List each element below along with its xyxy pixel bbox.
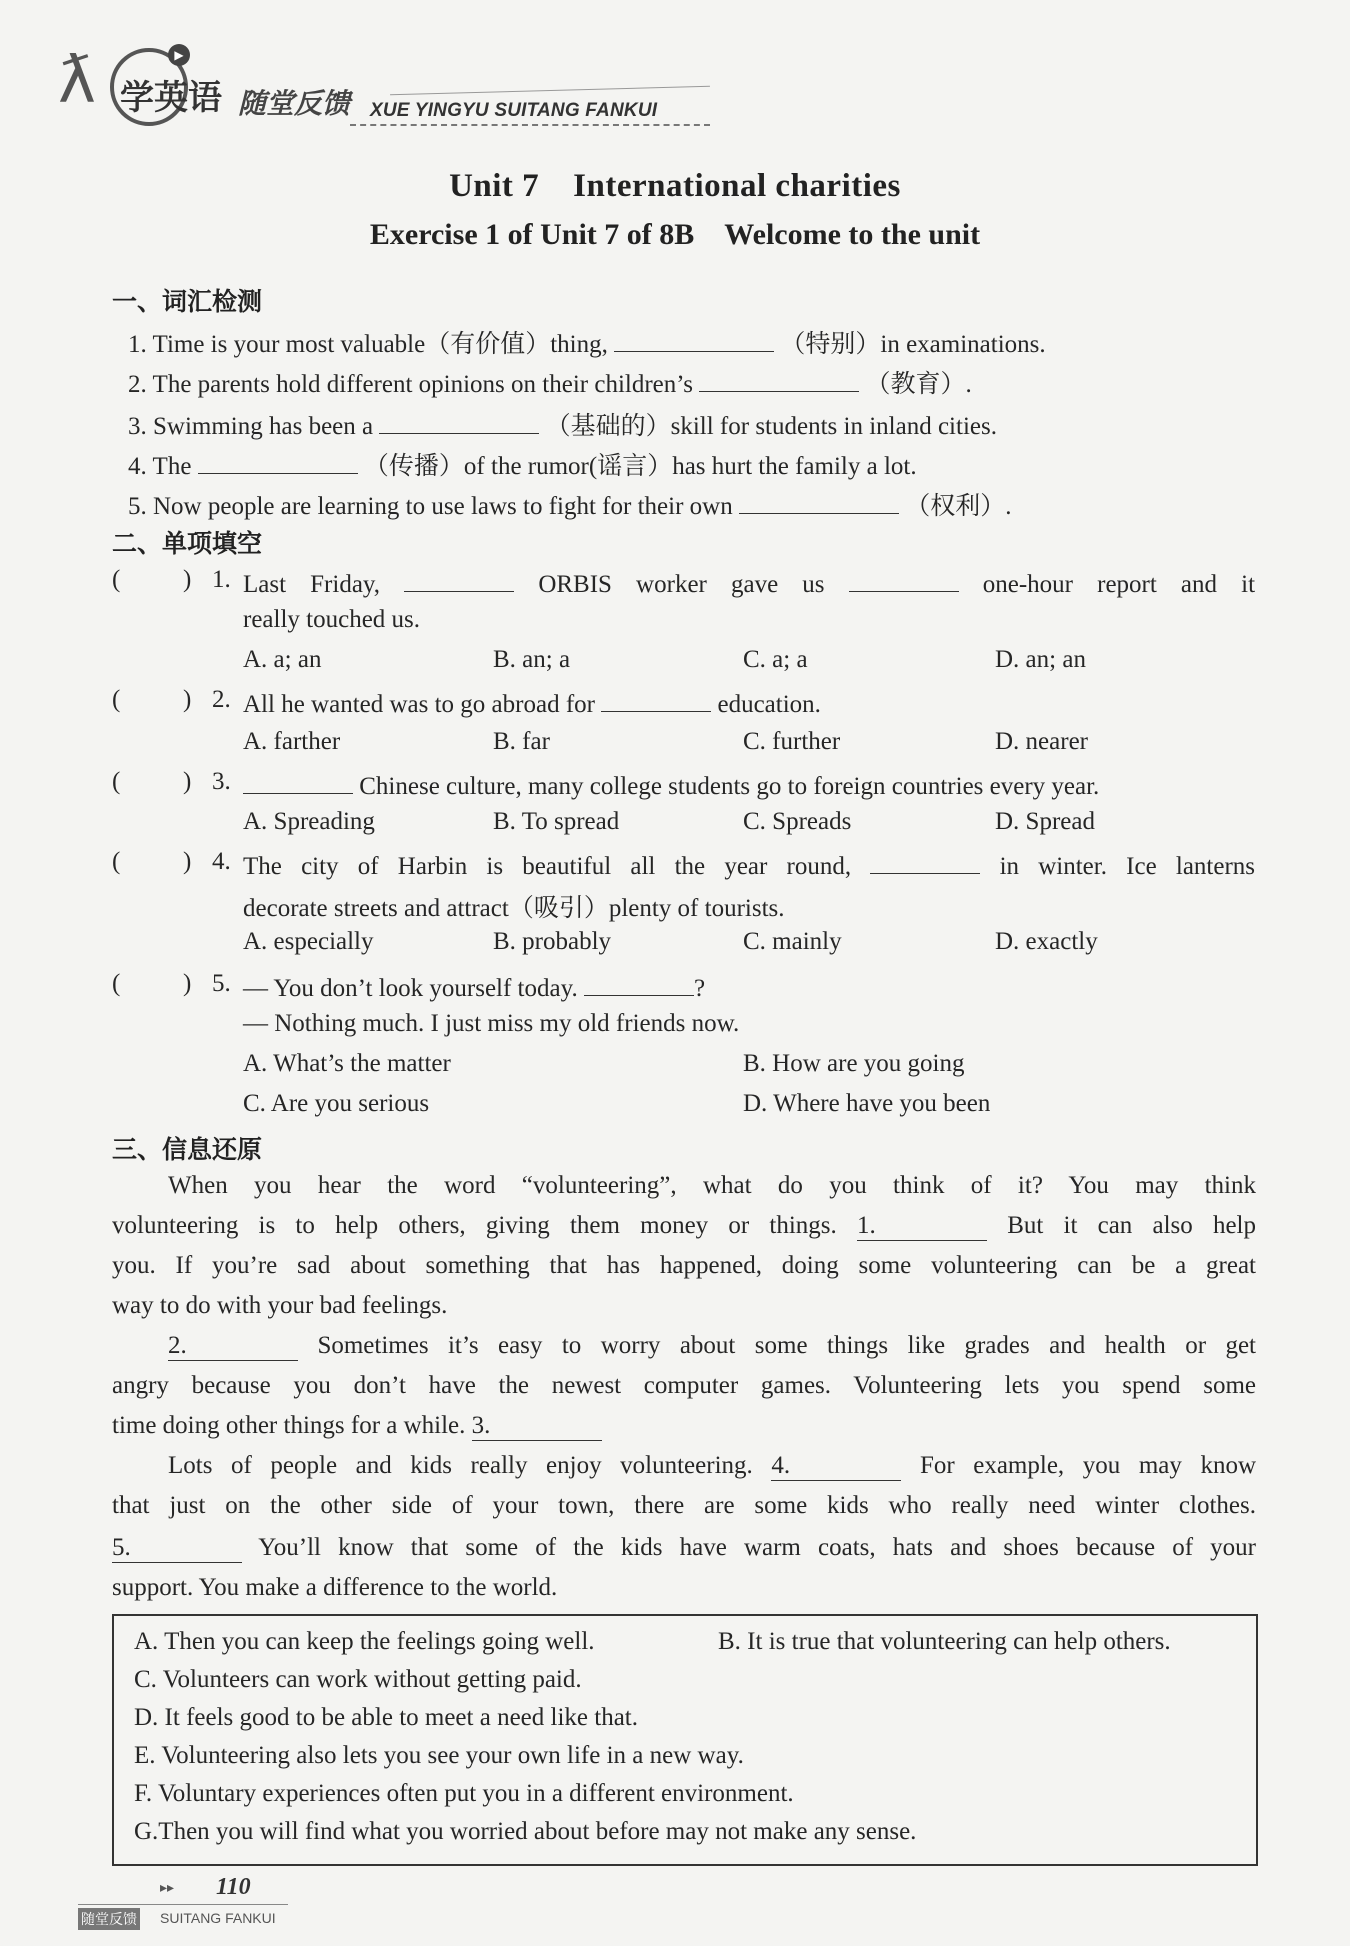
- arrow-icon: ▸▸: [160, 1880, 175, 1896]
- section-heading-vocab: 一、词汇检测: [112, 287, 263, 316]
- option[interactable]: C. a; a: [743, 646, 808, 673]
- answer-paren-close[interactable]: ): [183, 970, 192, 997]
- answer-blank[interactable]: [870, 848, 980, 874]
- section-heading-reading: 三、信息还原: [112, 1135, 263, 1164]
- brand-chinese: 学英语: [120, 78, 222, 118]
- passage-line: time doing other things for a while. 3.: [112, 1412, 602, 1441]
- sentence-option[interactable]: F. Voluntary experiences often put you in a different environment.: [134, 1780, 794, 1807]
- question-text: — You don’t look yourself today. ?: [243, 970, 705, 1003]
- option[interactable]: B. probably: [493, 928, 612, 955]
- option[interactable]: B. far: [493, 728, 550, 755]
- options-box: [112, 1614, 1258, 1866]
- brand-english: XUE YINGYU SUITANG FANKUI: [370, 100, 658, 121]
- unit-name: International charities: [573, 168, 901, 204]
- unit-title: [0, 168, 1350, 205]
- answer-blank[interactable]: 2.: [168, 1332, 298, 1361]
- vocab-item: 1. Time is your most valuable（有价值）thing, （特别）in examinations.: [128, 324, 1046, 360]
- question-continuation: really touched us.: [243, 606, 421, 633]
- answer-paren-close[interactable]: ): [183, 768, 192, 795]
- sentence-option[interactable]: E. Volunteering also lets you see your own life in a new way.: [134, 1742, 744, 1769]
- answer-blank[interactable]: 5.: [112, 1534, 242, 1563]
- sentence-option[interactable]: C. Volunteers can work without getting paid.: [134, 1666, 582, 1693]
- answer-blank[interactable]: [198, 448, 358, 474]
- question-continuation: decorate streets and attract（吸引）plenty of tourists.: [243, 895, 785, 922]
- answer-paren-close[interactable]: ): [183, 848, 192, 875]
- question-number: 1.: [212, 566, 231, 593]
- answer-paren-close[interactable]: ): [183, 566, 192, 593]
- option[interactable]: D. Where have you been: [743, 1090, 991, 1117]
- option[interactable]: C. mainly: [743, 928, 842, 955]
- option[interactable]: D. an; an: [995, 646, 1086, 673]
- answer-blank[interactable]: [699, 366, 859, 392]
- runner-icon: ƛ: [58, 44, 96, 118]
- brand-dashed-rule: [350, 124, 710, 126]
- passage-line: angry because you don’t have the newest computer games. Volunteering lets you spend some: [112, 1372, 1256, 1399]
- answer-blank[interactable]: [739, 488, 899, 514]
- vocab-item: 5. Now people are learning to use laws to fight for their own （权利）.: [128, 486, 1011, 522]
- brand-chinese-sub: 随堂反馈: [238, 87, 351, 120]
- option[interactable]: B. How are you going: [743, 1050, 965, 1077]
- passage-line: way to do with your bad feelings.: [112, 1292, 448, 1319]
- passage-line: 2. Sometimes it’s easy to worry about some things like grades and health or get: [168, 1332, 1256, 1359]
- answer-blank[interactable]: [584, 970, 694, 996]
- question-text: All he wanted was to go abroad for education.: [243, 686, 821, 719]
- answer-blank[interactable]: [379, 408, 539, 434]
- unit-number: Unit 7: [449, 168, 540, 204]
- page-number: 110: [216, 1874, 251, 1900]
- sentence-option[interactable]: A. Then you can keep the feelings going well.: [134, 1628, 595, 1655]
- footer-brand-cn: 随堂反馈: [78, 1908, 140, 1930]
- page-footer: [78, 1874, 288, 1930]
- option[interactable]: A. a; an: [243, 646, 322, 673]
- passage-line: When you hear the word “volunteering”, what do you think of it? You may think: [168, 1172, 1256, 1199]
- option[interactable]: A. Spreading: [243, 808, 375, 835]
- passage-line: you. If you’re sad about something that has happened, doing some volunteering can be a great: [112, 1252, 1256, 1279]
- question-text: The city of Harbin is beautiful all the year round, in winter. Ice lanterns: [243, 848, 1255, 881]
- exercise-number: Exercise 1 of Unit 7 of 8B: [369, 218, 695, 251]
- question-continuation: — Nothing much. I just miss my old friends now.: [243, 1010, 740, 1037]
- passage-line: that just on the other side of your town, there are some kids who really need winter clothes.: [112, 1492, 1256, 1519]
- answer-blank[interactable]: [601, 686, 711, 712]
- answer-paren-open[interactable]: (: [112, 566, 121, 593]
- option[interactable]: A. What’s the matter: [243, 1050, 451, 1077]
- passage-line: volunteering is to help others, giving them money or things. 1. But it can also help: [112, 1212, 1257, 1239]
- question-text: Chinese culture, many college students go to foreign countries every year.: [243, 768, 1099, 801]
- question-text: Last Friday, ORBIS worker gave us one-hour report and it: [243, 566, 1255, 599]
- vocab-item: 3. Swimming has been a （基础的）skill for students in inland cities.: [128, 406, 997, 442]
- question-number: 2.: [212, 686, 231, 713]
- exercise-title: [0, 218, 1350, 252]
- option[interactable]: A. farther: [243, 728, 341, 755]
- answer-blank[interactable]: [243, 768, 353, 794]
- option[interactable]: C. further: [743, 728, 841, 755]
- header-logo: [50, 38, 670, 138]
- exercise-name: Welcome to the unit: [724, 218, 981, 251]
- option[interactable]: A. especially: [243, 928, 374, 955]
- option[interactable]: C. Are you serious: [243, 1090, 430, 1117]
- question-number: 3.: [212, 768, 231, 795]
- option[interactable]: B. To spread: [493, 808, 620, 835]
- answer-paren-open[interactable]: (: [112, 848, 121, 875]
- question-number: 4.: [212, 848, 231, 875]
- option[interactable]: D. exactly: [995, 928, 1098, 955]
- question-number: 5.: [212, 970, 231, 997]
- answer-paren-open[interactable]: (: [112, 768, 121, 795]
- option[interactable]: D. nearer: [995, 728, 1088, 755]
- answer-blank[interactable]: 4.: [771, 1452, 901, 1481]
- passage-line: 5. You’ll know that some of the kids have warm coats, hats and shoes because of your: [112, 1534, 1257, 1561]
- answer-blank[interactable]: [849, 566, 959, 592]
- sentence-option[interactable]: D. It feels good to be able to meet a need like that.: [134, 1704, 638, 1731]
- option[interactable]: B. an; a: [493, 646, 571, 673]
- sentence-option[interactable]: B. It is true that volunteering can help others.: [718, 1628, 1171, 1655]
- answer-paren-open[interactable]: (: [112, 970, 121, 997]
- footer-rule: [78, 1904, 288, 1905]
- answer-paren-open[interactable]: (: [112, 686, 121, 713]
- brand-rule: [390, 86, 710, 95]
- passage-line: Lots of people and kids really enjoy volunteering. 4. For example, you may know: [168, 1452, 1256, 1479]
- vocab-item: 2. The parents hold different opinions on their children’s （教育）.: [128, 364, 972, 400]
- answer-blank[interactable]: [404, 566, 514, 592]
- answer-blank[interactable]: 3.: [472, 1412, 602, 1441]
- section-heading-choice: 二、单项填空: [112, 529, 263, 558]
- vocab-item: 4. The （传播）of the rumor(谣言）has hurt the family a lot.: [128, 446, 917, 482]
- passage-line: support. You make a difference to the world.: [112, 1574, 558, 1601]
- answer-blank[interactable]: 1.: [857, 1212, 987, 1241]
- answer-paren-close[interactable]: ): [183, 686, 192, 713]
- option[interactable]: D. Spread: [995, 808, 1095, 835]
- sentence-option[interactable]: G.Then you will find what you worried about before may not make any sense.: [134, 1818, 917, 1845]
- footer-brand-en: SUITANG FANKUI: [160, 1910, 276, 1926]
- answer-blank[interactable]: [614, 326, 774, 352]
- option[interactable]: C. Spreads: [743, 808, 852, 835]
- play-icon: ▶: [168, 44, 190, 66]
